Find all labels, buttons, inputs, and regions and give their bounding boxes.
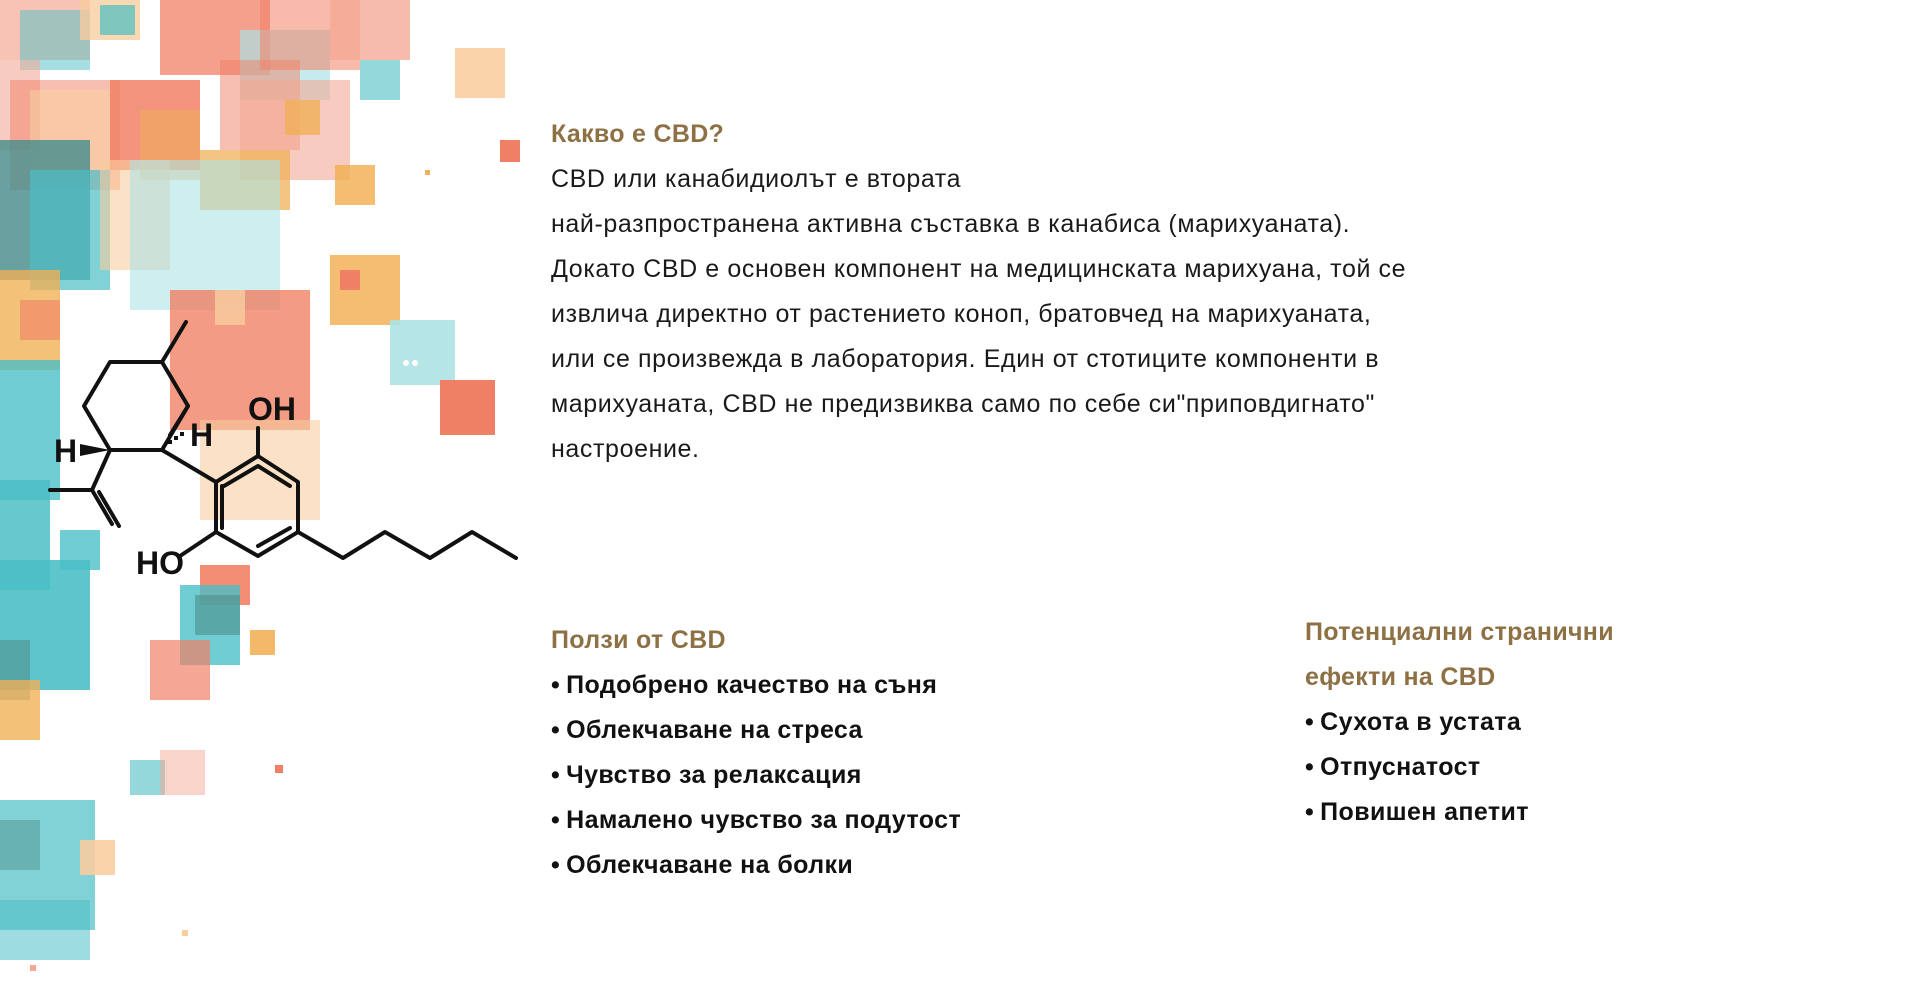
benefits-section	[551, 618, 1191, 888]
list-item-text: Повишен апетит	[1320, 798, 1529, 826]
list-item	[1305, 700, 1845, 745]
list-item-text: Облекчаване на болки	[566, 851, 854, 879]
molecule-label-oh: OH	[248, 391, 296, 427]
list-item	[1305, 790, 1845, 835]
list-item-text: Отпуснатост	[1320, 753, 1481, 781]
side-effects-heading-line: Потенциални странични	[1305, 618, 1614, 646]
intro-line: най-разпространена активна съставка в канабиса (марихуаната).	[551, 210, 1351, 238]
bullet-icon: •	[551, 671, 561, 699]
side-effects-section	[1305, 610, 1845, 835]
list-item	[551, 663, 1191, 708]
list-item	[551, 843, 1191, 888]
list-item-text: Подобрено качество на съня	[566, 671, 938, 699]
bullet-icon: •	[1305, 708, 1315, 736]
bullet-icon: •	[551, 851, 561, 879]
molecule-label-h-left: H	[54, 433, 78, 469]
intro-line: марихуаната, CBD не предизвиква само по себе си"приповдигнато"	[551, 390, 1375, 418]
bullet-icon: •	[551, 761, 561, 789]
intro-line: или се произвежда в лаборатория. Един от стотиците компоненти в	[551, 345, 1380, 373]
list-item-text: Сухота в устата	[1320, 708, 1522, 736]
list-item	[551, 753, 1191, 798]
bullet-icon: •	[1305, 753, 1315, 781]
bullet-icon: •	[551, 806, 561, 834]
molecule-label-h-right: H	[190, 417, 214, 453]
list-item	[1305, 745, 1845, 790]
benefits-heading: Ползи от CBD	[551, 626, 726, 654]
list-item-text: Намалено чувство за подутост	[566, 806, 962, 834]
side-effects-heading	[1305, 610, 1845, 700]
intro-line: Докато CBD е основен компонент на медицинската марихуана, той се	[551, 255, 1407, 283]
intro-line: извлича директно от растението коноп, братовчед на марихуаната,	[551, 300, 1372, 328]
intro-heading: Какво е CBD?	[551, 120, 725, 148]
benefits-list	[551, 663, 1191, 888]
intro-line: CBD или канабидиолът е втората	[551, 165, 962, 193]
bullet-icon: •	[1305, 798, 1315, 826]
cbd-molecule-diagram	[40, 310, 530, 590]
molecule-label-ho: HO	[136, 545, 184, 581]
side-effects-heading-line: ефекти на CBD	[1305, 663, 1496, 691]
intro-line: настроение.	[551, 435, 700, 463]
side-effects-list	[1305, 700, 1845, 835]
bullet-icon: •	[551, 716, 561, 744]
list-item-text: Чувство за релаксация	[566, 761, 862, 789]
intro-paragraph	[551, 157, 1651, 472]
list-item-text: Облекчаване на стреса	[566, 716, 863, 744]
intro-section	[551, 112, 1651, 472]
list-item	[551, 708, 1191, 753]
list-item	[551, 798, 1191, 843]
